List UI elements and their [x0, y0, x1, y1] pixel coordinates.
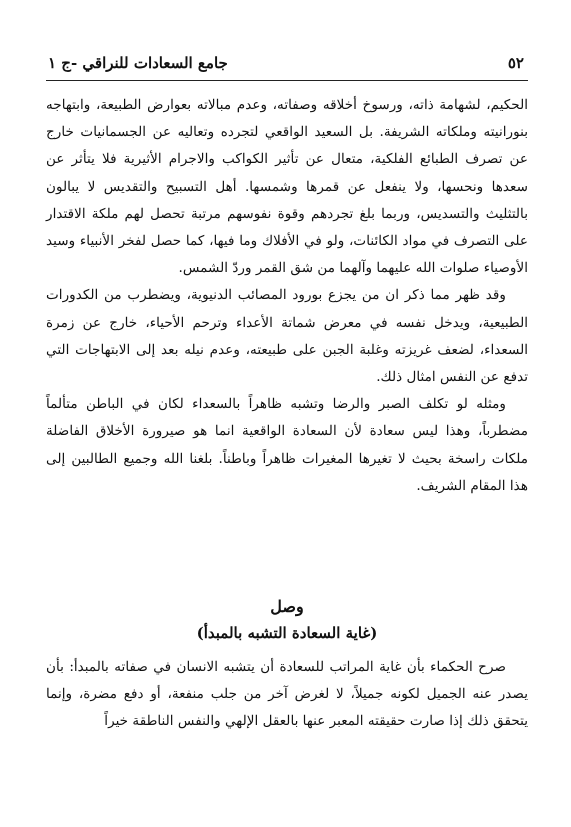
running-title: جامع السعادات للنراقي -ج ١: [48, 54, 228, 72]
header-divider: [46, 80, 528, 81]
page-number: ٥٢: [507, 54, 524, 72]
paragraph: وقد ظهر مما ذكر ان من يجزع بورود المصائب الدنيوية، ويضطرب من الكدورات الطبيعية، ويدخل نفسه في معرض شماتة الأعداء وترحم الأحياء، خارج عن زمرة السعداء، لضعف غريزته وغلبة الجبن على طبيعته، وعدم نيله بعد إلى الابتهاجات التي تدفع عن النفس امثال ذلك.: [46, 287, 528, 386]
section-subtitle: (غاية السعادة التشبه بالمبدأ): [196, 624, 378, 642]
page-header: [46, 52, 526, 76]
paragraph: ومثله لو تكلف الصبر والرضا وتشبه ظاهراً بالسعداء لكان في الباطن متألماً مضطرباً، وهذا ليس سعادة لأن السعادة الواقعية انما هو صيرورة الأخلاق الفاضلة ملكات راسخة بحيث لا تغيرها المغيرات ظاهراً وباطناً. بلغنا الله وجميع الطالبين إلى هذا المقام الشريف.: [46, 396, 528, 494]
section-text: [46, 654, 528, 736]
main-text: [46, 92, 528, 500]
paragraph: الحكيم، لشهامة ذاته، ورسوخ أخلاقه وصفاته، وعدم مبالاته بعوارض الطبيعة، وابتهاجه بنورانيته وملكاته الشريفة. بل السعيد الواقعي لتجرده وتعاليه عن الجسمانيات خارج عن تصرف الطبائع الفلكية، متعال عن تأثير الكواكب والاجرام الأثيرية فلا يتأثر عن سعدها ونحسها، ولا ينفعل عن قمرها وشمسها. أهل التسبيح والتقديس لا يبالون بالتثليث والتسديس، وربما بلغ تجردهم وقوة نفوسهم مرتبة تحصل لهم ملكة الاقتدار على التصرف في مواد الكائنات، ولو في الأفلاك وما فيها، كما حصل لفخر الأنبياء وسيد الأوصياء صلوات الله عليهما وآلهما من شق القمر وردّ الشمس.: [46, 97, 528, 277]
paragraph: صرح الحكماء بأن غاية المراتب للسعادة أن يتشبه الانسان في صفاته بالمبدأ: بأن يصدر عنه الجميل لكونه جميلاً، لا لغرض آخر من جلب منفعة، أو دفع مضرة، وإنما يتحقق ذلك إذا صارت حقيقته المعبر عنها بالعقل الإلهي والنفس الناطقة خيراً: [46, 659, 528, 730]
section-title: وصل: [270, 597, 304, 616]
